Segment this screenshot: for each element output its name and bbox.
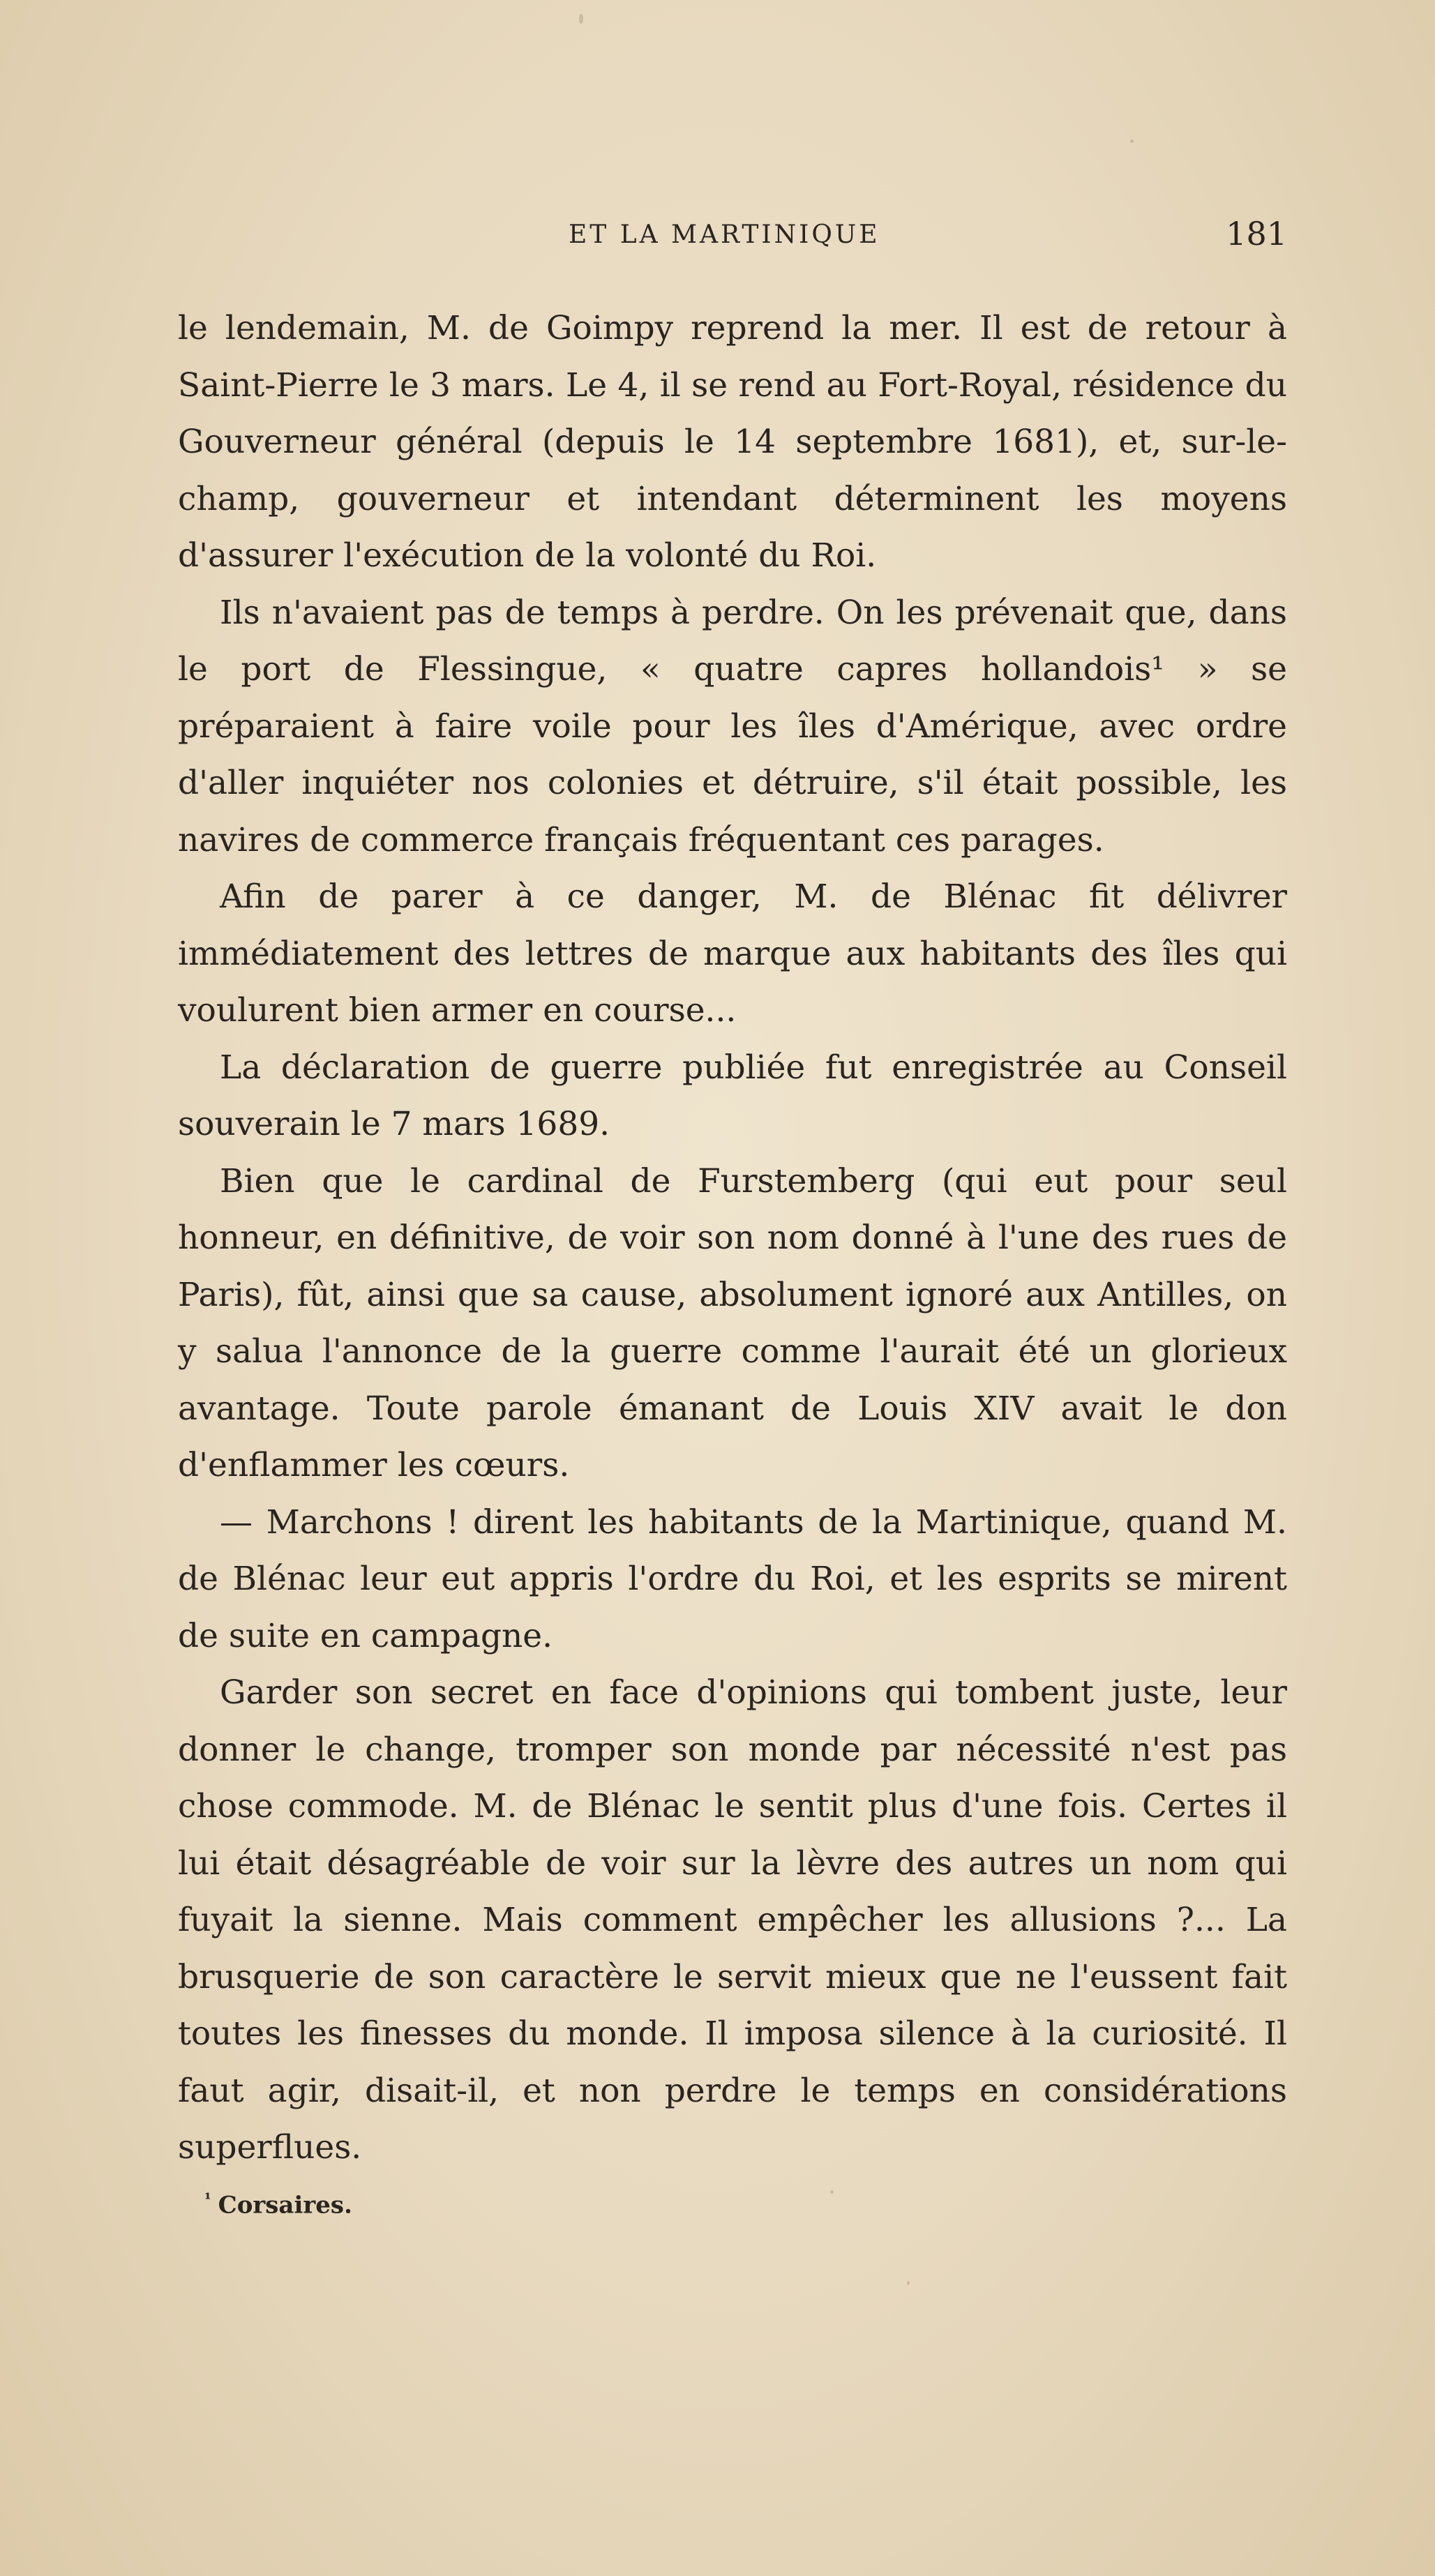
paragraph: La déclaration de guerre publiée fut enregistrée au Conseil souverain le 7 mars 1689. xyxy=(178,1048,1287,1143)
paper-speck xyxy=(830,2190,834,2194)
running-head xyxy=(178,215,1287,257)
footnote xyxy=(204,2190,352,2219)
paragraph: Afin de parer à ce danger, M. de Blénac fit délivrer immédiatement des lettres de marque aux habitants des îles qui voulurent bien armer en course... xyxy=(178,878,1287,1030)
paper-speck xyxy=(579,14,583,24)
body-text xyxy=(178,300,1287,2176)
paragraph: Bien que le cardinal de Furstemberg (qui eut pour seul honneur, en définitive, de voir son nom donné à l'une des rues de Paris), fût, ainsi que sa cause, absolument ignoré aux Antilles, on y salua l'annonce de la guerre comme l'aurait été un glorieux avantage. Toute parole émanant de Louis XIV avait le don d'enflammer les cœurs. xyxy=(178,1161,1287,1484)
footnote-marker: ¹ xyxy=(204,2190,211,2208)
paragraph: Garder son secret en face d'opinions qui tombent juste, leur donner le change, tromper son monde par nécessité n'est pas chose commode. M. de Blénac le sentit plus d'une fois. Certes il lui était désagréable de voir sur la lèvre des autres un nom qui fuyait la sienne. Mais comment empêcher les allusions ?... La brusquerie de son caractère le servit mieux que ne l'eussent fait toutes les finesses du monde. Il imposa silence à la curiosité. Il faut agir, disait-il, et non perdre le temps en considérations superflues. xyxy=(178,1673,1287,2167)
footnote-text: Corsaires. xyxy=(218,2191,352,2220)
paragraph: Ils n'avaient pas de temps à perdre. On les prévenait que, dans le port de Flessingue, « quatre capres hollandois¹ » se préparaient à faire voile pour les îles d'Amérique, avec ordre d'aller inquiéter nos colonies et détruire, s'il était possible, les navires de commerce français fréquentant ces parages. xyxy=(178,593,1287,859)
paper-speck xyxy=(907,2281,910,2285)
page-number: 181 xyxy=(1226,215,1287,253)
running-title: ET LA MARTINIQUE xyxy=(569,220,880,249)
paragraph: le lendemain, M. de Goimpy reprend la mer. Il est de retour à Saint-Pierre le 3 mars. Le 4, il se rend au Fort-Royal, résidence du Gouverneur général (depuis le 14 septembre 1681), et, sur-le-champ, gouverneur et intendant déterminent les moyens d'assurer l'exécution de la volonté du Roi. xyxy=(178,309,1287,575)
paragraph: — Marchons ! dirent les habitants de la Martinique, quand M. de Blénac leur eut appris l'ordre du Roi, et les esprits se mirent de suite en campagne. xyxy=(178,1502,1287,1655)
paper-speck xyxy=(1130,140,1134,143)
